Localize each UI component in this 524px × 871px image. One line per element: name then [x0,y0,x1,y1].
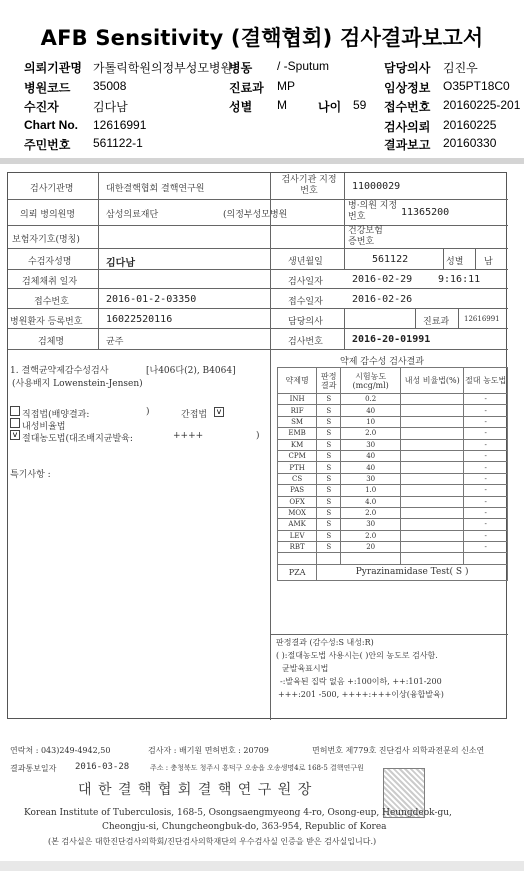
drug-concentration: 0.2 [341,394,401,405]
form-insurance-no-label: 건강보험 증번호 [348,226,383,247]
footer-certification: (본 검사실은 대한진단검사의학회/진단검사의학재단의 우수검사실 인증을 받은 검사실입니다.) [48,837,377,846]
drug-result: S [317,462,341,473]
drug-name: INH [278,394,317,405]
left-test-code: [나406다(2), B4064] [146,366,236,376]
form-hospital-code-value: 11365200 [401,207,450,218]
drug-name: MOX [278,507,317,518]
drug-ratio [401,519,464,530]
patient-value: 김다남 [93,100,128,114]
drug-ratio [401,553,464,564]
drug-name: RIF [278,405,317,416]
drug-concentration: 2.0 [341,507,401,518]
col-result: 판정 결과 [317,368,341,394]
ward-label: 병동 [229,61,253,75]
form-rule [8,269,508,270]
form-specimen-label: 검체명 [38,337,65,347]
col-concentration: 시험농도 (mcg/ml) [341,368,401,394]
age-label: 나이 [318,100,342,114]
form-rule [475,248,476,269]
drug-result: S [317,496,341,507]
drug-absolute: - [464,405,508,416]
drug-ratio [401,496,464,507]
drug-concentration: 2.0 [341,428,401,439]
footer-notify-label: 결과통보일자 [10,764,57,773]
form-rule [344,248,345,269]
drug-concentration: 30 [341,439,401,450]
table-body [278,394,508,565]
form-received-value: 2016-02-26 [352,294,413,305]
drug-result [317,553,341,564]
drug-concentration: 4.0 [341,496,401,507]
drug-ratio [401,405,464,416]
drug-row [278,496,508,507]
ward-value: / -Sputum [277,59,330,73]
institution-label: 의뢰기관명 [24,61,82,75]
form-sex-label: 성별 [446,257,464,267]
drug-concentration: 2.0 [341,530,401,541]
form-inst-label: 검사기관명 [30,184,74,194]
drug-result: S [317,485,341,496]
col-ratio: 내성 비율법(%) [401,368,464,394]
drug-ratio [401,530,464,541]
legend-line: 판정결과 (감수성:S 내성:R) [276,638,374,647]
absolute-method-close: ) [256,431,260,441]
form-doctor-label: 담당의사 [288,317,323,327]
drug-row [278,507,508,518]
drug-row [278,553,508,564]
drug-ratio [401,394,464,405]
drug-result: S [317,542,341,553]
resist-ratio-checkbox[interactable] [10,418,20,428]
pza-row [278,564,508,580]
form-test-date-label: 검사일자 [288,277,323,287]
drug-result: S [317,473,341,484]
form-hospital-label: 의뢰 병의원명 [20,210,76,220]
drug-absolute: - [464,485,508,496]
footer-address: 주소 : 충청북도 청주시 흥덕구 오송읍 오송생명4로 168-5 결핵연구원 [150,764,364,772]
section-divider [0,158,524,164]
drug-concentration [341,553,401,564]
form-accession-label: 접수번호 [34,297,69,307]
drug-absolute: - [464,542,508,553]
form-test-time-value: 9:16:11 [438,274,481,285]
form-hospital-code-label: 병·의원 지정번호 [348,201,398,222]
form-insurance-label: 보험자기호(명칭) [12,235,80,245]
form-rule [8,288,508,289]
chart-no-label: Chart No. [24,118,78,132]
department-value: MP [277,79,295,93]
form-dept-value: 12616991 [464,315,500,323]
footer-notify-date: 2016-03-28 [75,762,130,772]
drug-result: S [317,394,341,405]
form-test-date-value: 2016-02-29 [352,274,413,285]
drug-result: S [317,519,341,530]
drug-ratio [401,416,464,427]
drug-name: AMK [278,519,317,530]
drug-concentration: 40 [341,450,401,461]
drug-name: OFX [278,496,317,507]
form-rule [8,308,508,309]
drug-result: S [317,507,341,518]
col-absolute: 절대 농도법 [464,368,508,394]
drug-ratio [401,473,464,484]
drug-row [278,405,508,416]
form-rule [98,173,99,349]
drug-result: S [317,530,341,541]
drug-concentration: 30 [341,519,401,530]
form-designation-value: 11000029 [352,181,401,192]
form-accession-value: 2016-01-2-03350 [106,294,197,305]
page-title: AFB Sensitivity (결핵협회) 검사결과보고서 [40,26,484,50]
bottom-strip [0,861,524,871]
drug-absolute: - [464,439,508,450]
drug-row [278,462,508,473]
absolute-method-label: 절대농도법(대조배지균발육: [22,434,133,444]
drug-absolute: - [464,519,508,530]
drug-absolute: - [464,394,508,405]
resident-no-label: 주민번호 [24,138,71,152]
drug-row [278,394,508,405]
drug-absolute: - [464,416,508,427]
pza-value: Pyrazinamidase Test( S ) [317,564,508,580]
drug-name: PAS [278,485,317,496]
col-drug: 약제명 [278,368,317,394]
drug-result: S [317,405,341,416]
drug-ratio [401,450,464,461]
drug-absolute: - [464,496,508,507]
drug-ratio [401,485,464,496]
drug-row [278,542,508,553]
legend-line: +++:201 -500, ++++:+++이상(융합발육) [278,690,444,699]
drug-name: RBT [278,542,317,553]
drug-result: S [317,439,341,450]
form-hospital-value: 삼성의료재단 [106,210,159,220]
form-dept-label: 진료과 [423,317,450,327]
table-title: 약제 감수성 검사결과 [340,357,424,367]
form-specimen-value: 균주 [106,337,124,347]
patient-label: 수진자 [24,100,59,114]
sensitivity-table [277,367,508,581]
footer-license: 면허번호 제779호 진단검사 의학과전문의 신소연 [312,746,485,755]
drug-absolute: - [464,428,508,439]
accession-value: 20160225-201 [443,98,521,112]
hospital-code-label: 병원코드 [24,81,71,95]
form-inst-value: 대한결핵협회 결핵연구원 [106,184,205,194]
form-dob-label: 생년월일 [288,257,323,267]
clinical-info-label: 임상정보 [384,81,431,95]
sex-value: M [277,98,287,112]
chart-no-value: 12616991 [93,118,147,132]
indirect-method-checkbox[interactable]: v [214,407,224,417]
report-date-value: 20160330 [443,136,497,150]
sex-label: 성별 [229,100,253,114]
legend-line: 균발육표시법 [282,664,329,673]
drug-ratio [401,542,464,553]
table-header-row [278,368,508,394]
footer-contact: 연락처 : 043)249-4942,50 [10,746,111,755]
drug-row [278,416,508,427]
drug-name: CS [278,473,317,484]
resist-ratio-label: 내성비율법 [22,422,66,432]
legend-line: ( ):절대농도법 사용시는( )안의 농도로 검사함. [276,651,438,660]
footer-org-name: 대 한 결 핵 협 회 결 핵 연 구 원 장 [78,782,313,798]
doctor-value: 김진우 [443,61,478,75]
drug-row [278,428,508,439]
form-patient-value: 김다남 [106,258,135,269]
drug-concentration: 1.0 [341,485,401,496]
form-test-no-value: 2016-20-01991 [352,334,431,345]
form-collect-label: 검체채취 일자 [22,277,78,287]
drug-absolute: - [464,530,508,541]
drug-row [278,473,508,484]
drug-name: KM [278,439,317,450]
form-hospital-sub: (의정부성모병원 [223,210,288,220]
absolute-method-checkbox[interactable]: v [10,430,20,440]
drug-ratio [401,507,464,518]
drug-concentration: 10 [341,416,401,427]
drug-row [278,450,508,461]
direct-method-checkbox[interactable] [10,406,20,416]
form-patient-label: 수검자성명 [28,257,72,267]
drug-absolute: - [464,462,508,473]
drug-name: PTH [278,462,317,473]
indirect-method-label: 간접법 [181,410,208,420]
drug-absolute [464,553,508,564]
drug-row [278,485,508,496]
drug-ratio [401,462,464,473]
resident-no-value: 561122-1 [93,136,143,150]
report-date-label: 결과보고 [384,138,431,152]
drug-concentration: 40 [341,405,401,416]
drug-absolute: - [464,450,508,461]
drug-result: S [317,450,341,461]
form-registry-label: 병원환자 등록번호 [10,317,83,327]
drug-row [278,439,508,450]
form-dob-value: 561122 [372,254,409,265]
form-rule [344,173,345,248]
hospital-code-value: 35008 [93,79,127,93]
form-rule [458,308,459,329]
form-received-label: 접수일자 [288,297,323,307]
form-rule [270,634,508,635]
drug-name [278,553,317,564]
age-value: 59 [353,98,367,112]
request-date-label: 검사의뢰 [384,120,431,134]
form-rule [8,349,508,350]
drug-ratio [401,428,464,439]
footer-tester: 검사자 : 배기원 면허번호 : 20709 [148,746,269,755]
doctor-label: 담당의사 [384,61,431,75]
direct-method-close: ) [146,407,150,417]
drug-concentration: 20 [341,542,401,553]
drug-ratio [401,439,464,450]
form-rule [415,308,416,329]
absolute-method-value: ++++ [173,431,204,441]
drug-row [278,530,508,541]
form-rule [8,248,508,249]
drug-concentration: 30 [341,473,401,484]
form-designation-label: 검사기관 지정번호 [281,175,337,196]
drug-row [278,519,508,530]
form-registry-value: 16022520116 [106,314,173,325]
drug-name: EMB [278,428,317,439]
drug-concentration: 40 [341,462,401,473]
request-date-value: 20160225 [443,118,497,132]
legend-line: -:발육된 집락 없음 +:100이하, ++:101-200 [280,677,442,686]
clinical-info-value: O35PT18C0 [443,79,510,93]
form-sex-value: 남 [484,257,493,267]
left-test-title: 1. 결핵균약제감수성검사 [10,366,109,376]
drug-result: S [317,428,341,439]
left-media: (사용배지 Lowenstein-Jensen) [12,379,143,389]
footer-org-en-2: Cheongju-si, Chungcheongbuk-do, 363-954, Republic of Korea [102,822,387,832]
form-rule [270,173,271,720]
drug-name: SM [278,416,317,427]
accession-label: 접수번호 [384,100,431,114]
drug-result: S [317,416,341,427]
form-rule [8,328,508,329]
form-rule [8,199,508,200]
pza-label: PZA [278,564,317,580]
form-rule [8,225,508,226]
direct-method-label: 직접법(배양결과: [22,410,90,420]
drug-absolute: - [464,507,508,518]
remarks-label: 특기사항 : [10,470,51,480]
institution-value: 가톨릭학원의정부성모병원 [93,61,233,75]
form-rule [344,308,345,349]
department-label: 진료과 [229,81,264,95]
drug-name: LEV [278,530,317,541]
form-test-no-label: 검사번호 [288,337,323,347]
form-rule [443,248,444,269]
footer-org-en-1: Korean Institute of Tuberculosis, 168-5, Osongsaengmyeong 4-ro, Osong-eup, Heungdeok-gu, [24,808,452,818]
drug-name: CPM [278,450,317,461]
drug-absolute: - [464,473,508,484]
